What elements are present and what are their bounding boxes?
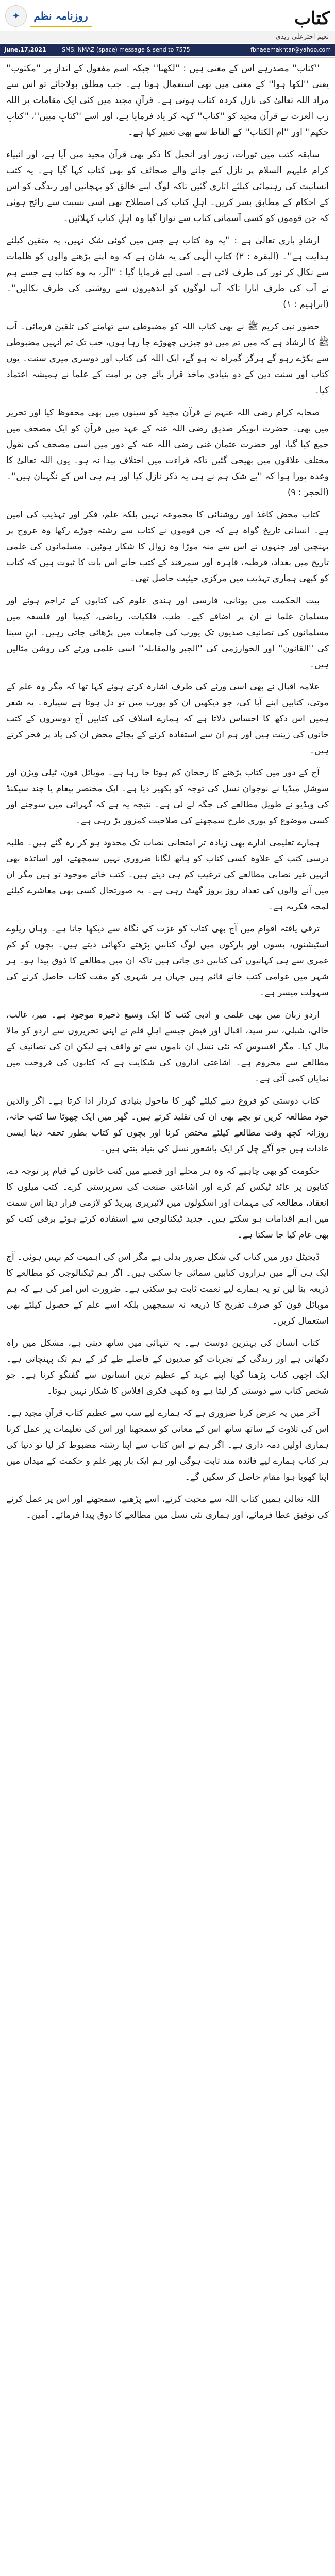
title-area bbox=[196, 5, 330, 32]
paragraph: ہمارے تعلیمی ادارے بھی زیادہ تر امتحانی نصاب تک محدود ہو کر رہ گئے ہیں۔ طلبہ درسی کتب کے علاوہ کسی کتاب کو ہاتھ لگانا ضروری نہیں سمجھتے، اور اساتذہ بھی انہیں غیر نصابی مطالعے کی ترغیب کم ہی دیتے ہیں۔ کتب خانے موجود تو ہیں مگر ان میں آنے والوں کی تعداد روز بروز گھٹ رہی ہے۔ یہ صورتحال کسی بھی معاشرے کیلئے لمحہ فکریہ ہے۔ bbox=[6, 838, 329, 912]
paragraph: بیت الحکمت میں یونانی، فارسی اور ہندی علوم کی کتابوں کے تراجم ہوئے اور مسلمان علما نے ان پر اضافے کیے۔ طب، فلکیات، ریاضی، کیمیا اور فلسفہ میں مسلمانوں کی تصانیف صدیوں تک یورپ کی جامعات میں پڑھائی جاتی رہیں۔ ابنِ سینا کی ''القانون'' اور الخوارزمی کی ''الجبر والمقابلہ'' اسی علمی ورثے کی روشن مثالیں ہیں۔ bbox=[6, 596, 329, 670]
meta-bar bbox=[0, 44, 335, 56]
logo-emblem-icon: ✦ bbox=[5, 5, 27, 27]
paragraph: اللہ تعالیٰ ہمیں کتاب اللہ سے محبت کرنے، اسے پڑھنے، سمجھنے اور اس پر عمل کرنے کی توفیق عطا فرمائے، اور ہماری نئی نسل میں مطالعے کا ذوق پیدا فرمائے۔ آمین۔ bbox=[6, 1494, 329, 1520]
paragraph: علامہ اقبال نے بھی اسی ورثے کی طرف اشارہ کرتے ہوئے کہا تھا کہ مگر وہ علم کے موتی، کتابیں اپنے آبا کی، جو دیکھیں ان کو یورپ میں تو دل ہوتا ہے سیپارہ۔ یہ شعر ہمیں اس دکھ کا احساس دلاتا ہے کہ ہمارے اسلاف کی کتابیں آج دوسروں کے کتب خانوں کی زینت ہیں اور ہم ان سے استفادہ کرنے کے بجائے محض ان کی یاد پر فخر کرتے ہیں۔ bbox=[6, 682, 329, 756]
header-divider bbox=[0, 57, 335, 58]
paragraph: سابقہ کتب میں تورات، زبور اور انجیل کا ذکر بھی قرآن مجید میں آیا ہے، اور انبیاء کرام علیہم السلام پر نازل کیے جانے والے صحائف کو بھی کتاب کہا گیا ہے۔ یہ کتب انسانیت کی رہنمائی کیلئے اتاری گئیں تاکہ لوگ اپنے خالق کو پہچانیں اور زندگی کو اس کے احکام کے مطابق بسر کریں۔ اہلِ کتاب کی اصطلاح بھی اسی نسبت سے رائج ہوئی کہ جن قوموں کو کسی آسمانی کتاب سے نوازا گیا وہ اہلِ کتاب کہلائیں۔ bbox=[6, 149, 329, 224]
publish-date: June,17,2021 bbox=[4, 46, 46, 53]
paragraph: آج کے دور میں کتاب پڑھنے کا رجحان کم ہوتا جا رہا ہے۔ موبائل فون، ٹیلی ویژن اور سوشل میڈیا نے نوجوان نسل کی توجہ کو بکھیر دیا ہے۔ ایک مختصر پیغام یا چند سیکنڈ کی ویڈیو نے طویل مطالعے کی جگہ لے لی ہے۔ نتیجہ یہ ہے کہ گہرائی میں سوچنے اور کسی موضوع کو پوری طرح سمجھنے کی صلاحیت کمزور پڑ رہی ہے۔ bbox=[6, 768, 329, 826]
paragraph: کتاب محض کاغذ اور روشنائی کا مجموعہ نہیں بلکہ علم، فکر اور تہذیب کی امین ہے۔ انسانی تاریخ گواہ ہے کہ جن قوموں نے کتاب سے رشتہ جوڑے رکھا وہ عروج پر پہنچیں اور جنہوں نے اس سے منہ موڑا وہ زوال کا شکار ہوئیں۔ مسلمانوں کی علمی تاریخ میں بغداد، قرطبہ، قاہرہ اور سمرقند کے کتب خانے اس بات کا ثبوت ہیں کہ کتاب کو کبھی ہماری تہذیب میں مرکزی حیثیت حاصل تھی۔ bbox=[6, 510, 329, 584]
paragraph: حکومت کو بھی چاہیے کہ وہ ہر محلے اور قصبے میں کتب خانوں کے قیام پر توجہ دے، کتابوں پر عائد ٹیکس کم کرے اور اشاعتی صنعت کی سرپرستی کرے۔ کتب میلوں کا انعقاد، مطالعہ کی مہمات اور اسکولوں میں لائبریری پیریڈ کو لازمی قرار دینا اس سمت میں اہم اقدامات ہو سکتے ہیں۔ جدید ٹیکنالوجی سے استفادہ کرتے ہوئے برقی کتب کو بھی عام کیا جا سکتا ہے۔ bbox=[6, 1166, 329, 1240]
author-strip bbox=[0, 31, 335, 43]
publication-name: روزنامہ نظم bbox=[30, 6, 92, 27]
paragraph: صحابہ کرام رضی اللہ عنہم نے قرآن مجید کو سینوں میں بھی محفوظ کیا اور تحریر میں بھی۔ حضرت ابوبکر صدیق رضی اللہ عنہ کے عہد میں قرآن کو ایک مصحف میں جمع کیا گیا، اور حضرت عثمان غنی رضی اللہ عنہ کے دور میں اسی مصحف کی نقول مختلف علاقوں میں بھیجی گئیں تاکہ قراءت میں اختلاف پیدا نہ ہو۔ یوں اللہ تعالیٰ کا وعدہ پورا ہوا کہ ''بے شک ہم نے ہی یہ ذکر نازل کیا اور ہم ہی اس کے نگہبان ہیں''۔ (الحجر : ۹) bbox=[6, 408, 329, 498]
publication-logo bbox=[5, 3, 93, 29]
paragraph: کتاب دوستی کو فروغ دینے کیلئے گھر کا ماحول بنیادی کردار ادا کرتا ہے۔ اگر والدین خود مطالعہ کریں تو بچے بھی ان کی تقلید کرتے ہیں۔ گھر میں ایک چھوٹا سا کتب خانہ، روزانہ کچھ وقت مطالعے کیلئے مختص کرنا اور بچوں کو کتاب بطور تحفہ دینا ایسی عادات ہیں جو آگے چل کر ایک باشعور نسل کی بنیاد بنتی ہیں۔ bbox=[6, 1096, 329, 1154]
author-email[interactable]: fbnaeemakhtar@yahoo.com bbox=[250, 46, 331, 53]
paragraph: ''کتاب'' مصدرہے اس کے معنی ہیں : ''لکھنا'' جبکہ اسم مفعول کے انداز پر ''مکتوب'' یعنی ''لکھا ہوا'' کے معنی میں بھی استعمال ہوتا ہے۔ جب مطلق بولاجائے تو اس سے مراد اللہ تعالیٰ کی نازل کردہ کتاب ہوتی ہے۔ قرآنِ مجید میں کئی ایک مقامات پر اللہ رب العزت نے قرآن مجید کو ''کتاب'' کہہ کر یاد فرمایا ہے، اور اسے ''کتابِ مبین''، ''کتابِ حکیم'' اور ''ام الکتاب'' کے الفاظ سے بھی تعبیر کیا ہے۔ bbox=[6, 63, 329, 138]
sms-instruction: SMS: NMAZ (space) message & send to 7575 bbox=[62, 46, 190, 53]
paragraph: ترقی یافتہ اقوام میں آج بھی کتاب کو عزت کی نگاہ سے دیکھا جاتا ہے۔ وہاں ریلوے اسٹیشنوں، بسوں اور پارکوں میں لوگ کتابیں پڑھتے دکھائی دیتے ہیں۔ بچوں کو کم عمری سے ہی کہانیوں کی کتابیں دی جاتی ہیں تاکہ ان میں مطالعے کا ذوق پیدا ہو۔ ہر شہر میں عوامی کتب خانے قائم ہیں جہاں ہر شہری کو مفت کتاب حاصل کرنے کی سہولت میسر ہے۔ bbox=[6, 924, 329, 998]
column-title: کتاب bbox=[294, 8, 330, 29]
paragraph: آخر میں یہ عرض کرنا ضروری ہے کہ ہمارے لیے سب سے عظیم کتاب قرآنِ مجید ہے۔ اس کی تلاوت کے ساتھ ساتھ اس کے معانی کو سمجھنا اور اس کی تعلیمات پر عمل کرنا ہماری اولین ذمہ داری ہے۔ اگر ہم نے اس کتاب سے اپنا رشتہ مضبوط کر لیا تو دنیا کی ہر کتاب ہمارے لیے فائدہ مند ثابت ہوگی اور ہم ایک بار پھر علم و حکمت کے میدان میں اپنا کھویا ہوا مقام حاصل کر سکیں گے۔ bbox=[6, 1408, 329, 1482]
paragraph: کتاب انسان کی بہترین دوست ہے۔ یہ تنہائی میں ساتھ دیتی ہے، مشکل میں راہ دکھاتی ہے اور زندگی کے تجربات کو صدیوں کے فاصلے طے کر کے ہم تک پہنچاتی ہے۔ ایک اچھی کتاب پڑھنا گویا اپنے عہد کے عظیم ترین انسانوں سے گفتگو کرنا ہے۔ جو شخص کتاب سے دوستی کر لیتا ہے وہ کبھی فکری افلاس کا شکار نہیں ہوتا۔ bbox=[6, 1338, 329, 1396]
paragraph: ڈیجیٹل دور میں کتاب کی شکل ضرور بدلی ہے مگر اس کی اہمیت کم نہیں ہوئی۔ آج ایک ہی آلے میں ہزاروں کتابیں سمائی جا سکتی ہیں۔ اگر ہم ٹیکنالوجی کو مطالعے کا ذریعہ بنا لیں تو یہ ہمارے لیے نعمت ثابت ہو سکتی ہے۔ ضرورت اس امر کی ہے کہ ہم موبائل فون کو صرف تفریح کا ذریعہ نہ سمجھیں بلکہ اسے علم کے حصول کیلئے بھی استعمال کریں۔ bbox=[6, 1252, 329, 1326]
paragraph: اردو زبان میں بھی علمی و ادبی کتب کا ایک وسیع ذخیرہ موجود ہے۔ میر، غالب، حالی، شبلی، سر سید، اقبال اور فیض جیسے اہلِ قلم نے اپنی تحریروں سے اردو کو مالا مال کیا۔ مگر افسوس کہ نئی نسل ان ناموں سے تو واقف ہے لیکن ان کی تصانیف کے مطالعے سے محروم ہے۔ اشاعتی اداروں کی شکایت ہے کہ کتابوں کی فروخت میں نمایاں کمی آئی ہے۔ bbox=[6, 1010, 329, 1084]
paragraph: حضور نبی کریم ﷺ نے بھی کتاب اللہ کو مضبوطی سے تھامنے کی تلقین فرمائی۔ آپ ﷺ کا ارشاد ہے کہ میں تم میں دو چیزیں چھوڑے جا رہا ہوں، جب تک تم انہیں مضبوطی سے پکڑے رہو گے ہرگز گمراہ نہ ہو گے، ایک اللہ کی کتاب اور دوسری میری سنت۔ یوں کتاب اور سنت دین کے دو بنیادی ماخذ قرار پائے جن پر امت کے علما نے ہمیشہ اعتماد کیا۔ bbox=[6, 321, 329, 396]
author-name: نعیم اخترعلی زیدی bbox=[275, 33, 329, 41]
article-body bbox=[6, 61, 329, 2576]
paragraph: ارشادِ باری تعالیٰ ہے : ''یہ وہ کتاب ہے جس میں کوئی شک نہیں، یہ متقین کیلئے ہدایت ہے''۔ (البقرہ : ۲) کتابِ الٰہی کی یہ شان ہے کہ وہ اپنے پڑھنے والوں کو ظلمات سے نکال کر نور کی طرف لاتی ہے۔ اسی لیے فرمایا گیا : ''الٓر، یہ وہ کتاب ہے جسے ہم نے آپ کی طرف اتارا تاکہ آپ لوگوں کو اندھیروں سے روشنی کی طرف نکالیں''۔ (ابراہیم : ۱) bbox=[6, 235, 329, 310]
column-header bbox=[0, 0, 335, 43]
